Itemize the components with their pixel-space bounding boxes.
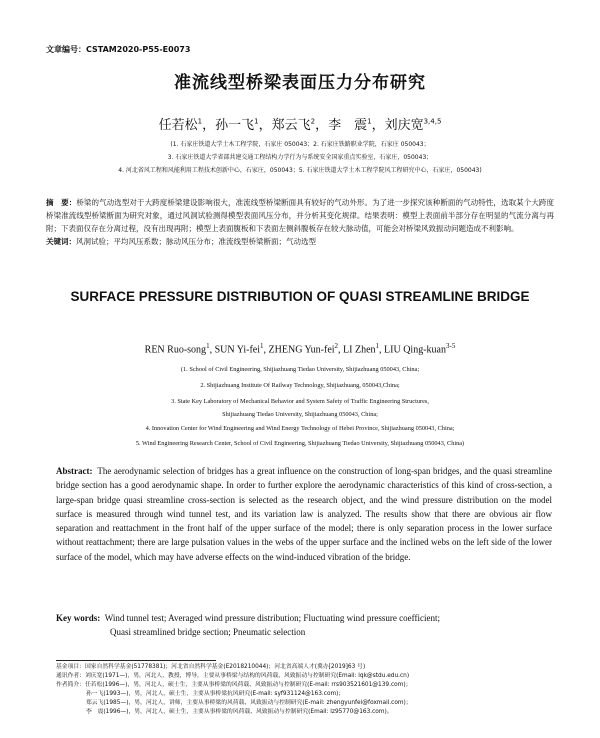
footnote-line: 基金项目：国家自然科学基金(51778381)；河北省自然科学基金(E2018210044)；河北省高端人才(冀办[2019]63 号) [56, 664, 366, 670]
english-author-name: ZHENG Yun-fei [268, 344, 335, 356]
english-author-name: LI Zhen [343, 344, 376, 356]
english-affiliation-line: (1. School of Civil Engineering, Shijiazhuang Tiedao University, Shijiazhuang 050043, China; [180, 366, 420, 373]
english-affiliation-line: 4. Innovation Center for Wind Engineering and Wind Energy Technology of Hebei Province, Shijiazhuang 050043, China; [145, 425, 455, 432]
chinese-abstract-text: 桥梁的气动选型对于大跨度桥梁建设影响很大，准流线型桥梁断面具有较好的气动外形。为了进一步探究该种断面的气动特性，选取某个大跨度桥梁准流线型桥梁断面为研究对象，通过风洞试验测得模型表面风压分布，并分析其变化规律。结果表明：模型上表面前半部分存在明显的气流分离与再附；下表面仅存在分离过程，没有出现再附；模型上表面腹板和下表面左侧斜腹板存在较大脉动值，可能会对桥梁风致振动问题造成不利影响。 [46, 198, 555, 233]
english-affiliation-line: 5. Wind Engineering Research Center, School of Civil Engineering, Shijiazhuang Tiedao University, Shijiazhuang 050043, China) [135, 440, 465, 447]
chinese-author-name: 任若松 [158, 118, 198, 133]
chinese-author-separator: ， [371, 118, 385, 133]
chinese-author-separator: ， [315, 118, 329, 133]
english-keywords [56, 611, 552, 640]
english-author-name: SUN Yi-fei [214, 344, 261, 356]
chinese-affiliation-line: 4. 河北省风工程和风能利用工程技术创新中心，石家庄，050043；5. 石家庄铁道大学土木工程学院风工程研究中心，石家庄，050043) [118, 167, 482, 174]
chinese-author-affiliation-mark: 1 [367, 117, 372, 126]
footnote-divider [56, 660, 216, 661]
footnote-line: 通讯作者：刘庆宽(1971—)，男，河北人，教授，博导，主要从事桥梁与结构的风荷载、风致振动与控制研究(Email: lqk@stdu.edu.cn) [56, 673, 410, 679]
article-number: 文章编号：CSTAM2020-P55-E0073 [46, 45, 191, 54]
chinese-affiliation-line: (1. 石家庄铁道大学土木工程学院，石家庄 050043；2. 石家庄铁路职业学院，石家庄 050043； [170, 141, 430, 148]
english-abstract-label: Abstract: [56, 466, 93, 476]
english-title: SURFACE PRESSURE DISTRIBUTION OF QUASI STREAMLINE BRIDGE [70, 289, 530, 304]
chinese-author-list [0, 114, 600, 133]
footnote-line: 郑云飞(1985—)，男，河北人，讲师，主要从事桥梁的风荷载、风致振动与控制研究(E-mail: zhengyunfei@foxmail.com)； [86, 700, 412, 706]
english-affiliation-line: Shijiazhuang Tiedao University, Shijiazhuang 050043, China; [222, 411, 378, 418]
english-author-affiliation-mark: 1 [375, 342, 380, 350]
english-affiliation-line: 3. State Key Laboratory of Mechanical Behavior and System Safety of Traffic Engineering Structures, [171, 398, 429, 405]
english-author-separator: , [263, 344, 269, 356]
chinese-author-name: 郑云飞 [271, 118, 311, 133]
chinese-keywords-text: 风洞试验；平均风压系数；脉动风压分布；准流线型桥梁断面；气动选型 [76, 237, 316, 246]
english-author-name: REN Ruo-song [144, 344, 207, 356]
english-keywords-line-1: Wind tunnel test; Averaged wind pressure distribution; Fluctuating wind pressure coefficient; [104, 613, 440, 623]
english-author-affiliation-mark: 1 [260, 342, 264, 350]
english-author-name: LIU Qing-kuan [384, 344, 446, 356]
chinese-author-name: 孙一飞 [215, 118, 255, 133]
chinese-author-name: 刘庆宽 [384, 118, 424, 133]
english-affiliation-line: 2. Shijiazhuang Institute Of Railway Technology, Shijiazhuang, 050043,China; [200, 382, 400, 389]
english-abstract [56, 464, 552, 564]
english-author-affiliation-mark: 3-5 [445, 342, 456, 350]
english-abstract-text: The aerodynamic selection of bridges has a great influence on the construction of long-span bridges, and the quasi streamline bridge section has a good aerodynamic shape. In order to further explore the aerodynamic characteristics of this kind of cross-section, a large-span bridge quasi streamline cross-section is selected as the research object, and the wind pressure distribution on the model surface is measured through wind tunnel test, and its variation law is analyzed. The results show that there are obvious air flow separation and reattachment in the front half of the upper surface of the model; there is only separation process in the lower surface without reattachment; there are large pulsation values in the webs of the upper surface and the inclined webs on the left side of the lower surface of the model, which may have adverse effects on the wind-induced vibration of the bridge. [56, 466, 552, 562]
footnote-line: 作者简介：任若松(1996—)，男，河北人，硕士生，主要从事桥梁的风荷载、风致振动与控制研究(E-mail: rrs903521601@139.com)； [56, 682, 412, 688]
footnote-line: 孙一飞(1993—)，男，河北人，硕士生，主要从事桥梁抗风研究(E-mail: syf931124@163.com)； [86, 691, 345, 697]
english-author-separator: , [338, 344, 344, 356]
english-author-affiliation-mark: 2 [334, 342, 339, 350]
chinese-affiliation-line: 3. 石家庄铁道大学省部共建交通工程结构力学行为与系统安全国家重点实验室，石家庄，050043； [167, 154, 433, 161]
chinese-author-affiliation-mark: 2 [310, 117, 316, 126]
chinese-author-separator: ， [258, 118, 272, 133]
english-keywords-line-2: Quasi streamlined bridge section; Pneumatic selection [110, 627, 306, 638]
english-author-separator: , [379, 344, 385, 356]
chinese-title: 准流线型桥梁表面压力分布研究 [174, 73, 426, 93]
chinese-author-affiliation-mark: 1 [254, 117, 259, 126]
chinese-author-affiliation-mark: 3,4,5 [423, 117, 442, 126]
footnote-line: 李 震(1996—)，男，河北人，硕士生，主要从事桥梁的风荷载、风致振动与控制研究(Email: lz95770@163.com)。 [86, 709, 393, 715]
footnotes [56, 663, 556, 717]
english-author-affiliation-mark: 1 [206, 342, 210, 350]
chinese-author-separator: ， [202, 118, 216, 133]
chinese-keywords-label: 关键词： [46, 237, 76, 246]
chinese-abstract [46, 196, 554, 248]
chinese-author-affiliation-mark: 1 [197, 117, 203, 126]
english-author-list [0, 342, 600, 355]
english-keywords-label: Key words: [56, 613, 101, 623]
chinese-abstract-label: 摘 要： [46, 198, 77, 207]
english-author-separator: , [209, 344, 215, 356]
chinese-author-name: 李 震 [328, 118, 368, 133]
